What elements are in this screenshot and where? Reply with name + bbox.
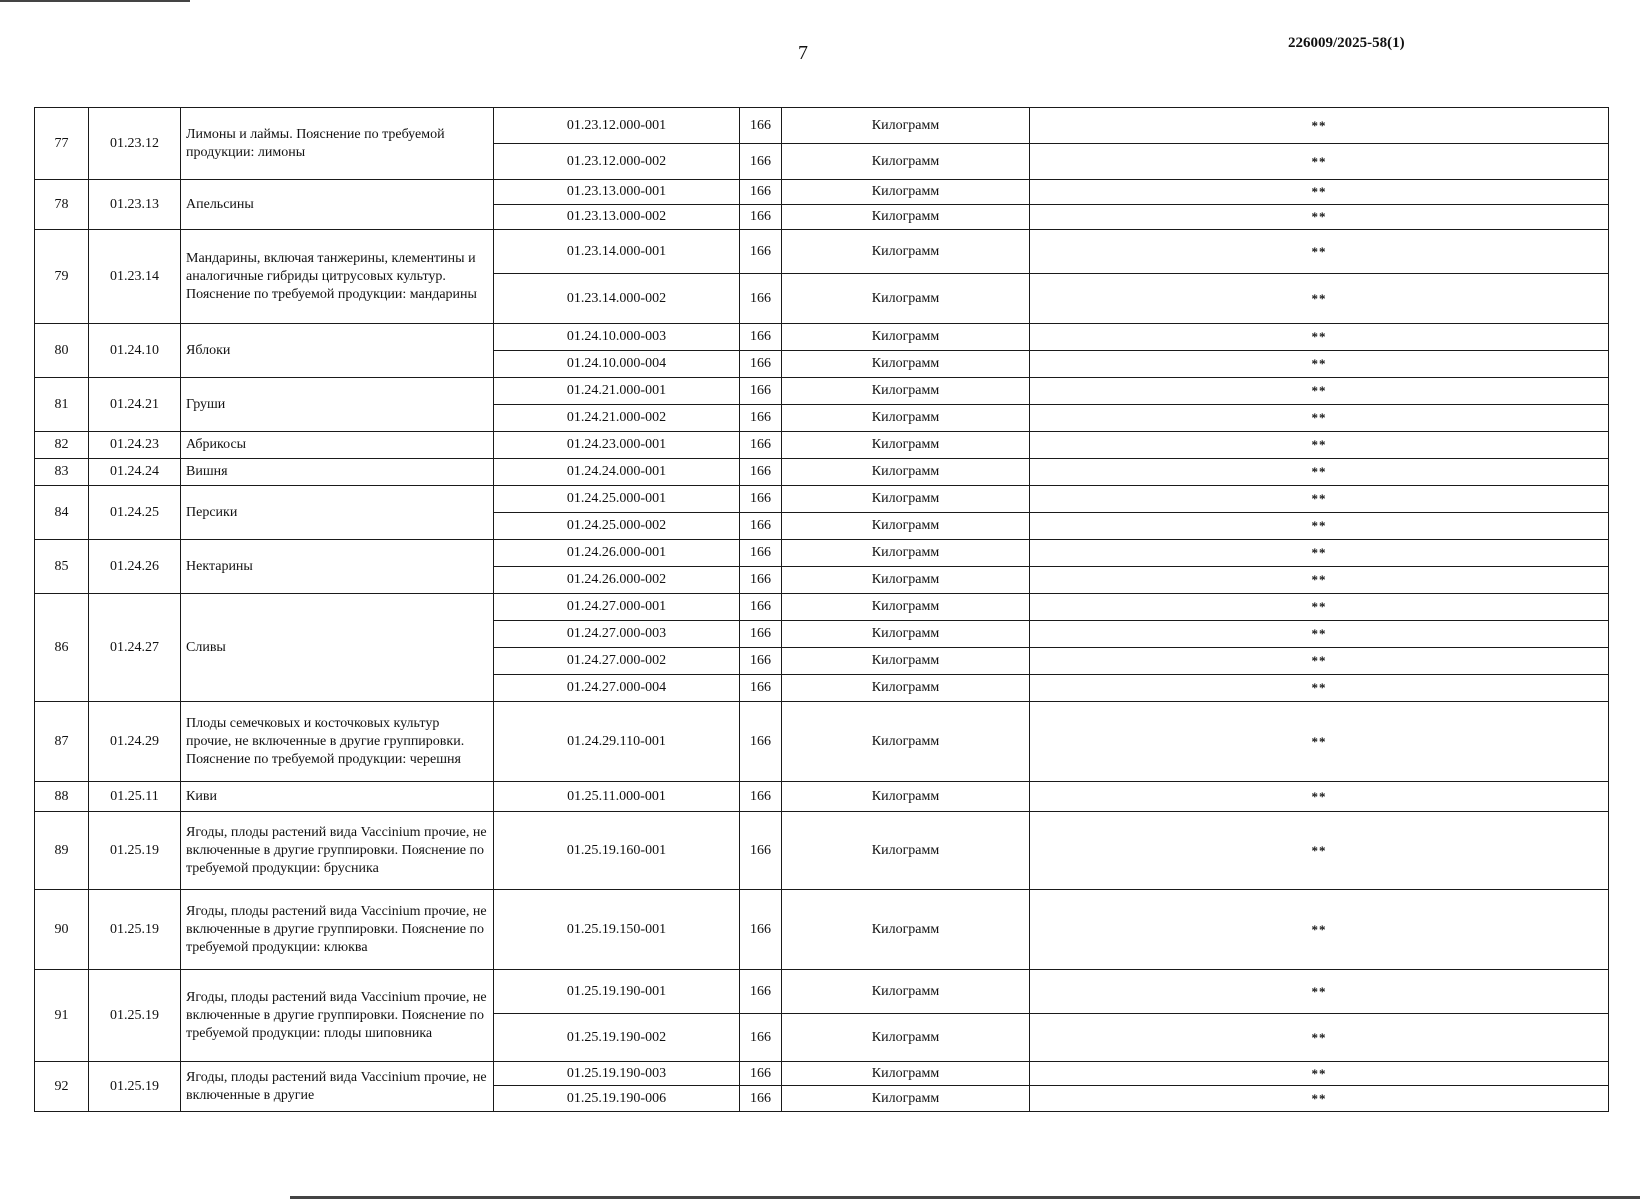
product-name: Лимоны и лаймы. Пояснение по требуемой продукции: лимоны: [181, 108, 494, 180]
ktru-code: 01.24.27.000-004: [494, 675, 740, 702]
ktru-code: 01.24.26.000-001: [494, 540, 740, 567]
ktru-code: 01.25.19.190-002: [494, 1014, 740, 1062]
unit-code: 166: [740, 324, 782, 351]
product-name: Груши: [181, 378, 494, 432]
unit-name: Килограмм: [782, 180, 1030, 205]
unit-name: Килограмм: [782, 459, 1030, 486]
value-mark: **: [1030, 378, 1609, 405]
table-row: [35, 1062, 1609, 1086]
unit-code: 166: [740, 144, 782, 180]
value-mark: **: [1030, 540, 1609, 567]
row-number: 81: [35, 378, 89, 432]
unit-name: Килограмм: [782, 567, 1030, 594]
unit-code: 166: [740, 648, 782, 675]
ktru-code: 01.24.10.000-004: [494, 351, 740, 378]
okpd-code: 01.25.19: [89, 812, 181, 890]
unit-code: 166: [740, 405, 782, 432]
product-name: Ягоды, плоды растений вида Vaccinium прочие, не включенные в другие группировки. Пояснение по требуемой продукции: брусника: [181, 812, 494, 890]
product-name: Киви: [181, 782, 494, 812]
row-number: 82: [35, 432, 89, 459]
unit-code: 166: [740, 1014, 782, 1062]
table-row: [35, 378, 1609, 405]
unit-name: Килограмм: [782, 675, 1030, 702]
table-row: [35, 782, 1609, 812]
ktru-code: 01.23.14.000-001: [494, 230, 740, 274]
unit-name: Килограмм: [782, 205, 1030, 230]
product-table-body: [35, 108, 1609, 1112]
unit-name: Килограмм: [782, 405, 1030, 432]
product-name: Апельсины: [181, 180, 494, 230]
unit-name: Килограмм: [782, 486, 1030, 513]
unit-code: 166: [740, 205, 782, 230]
unit-name: Килограмм: [782, 648, 1030, 675]
unit-code: 166: [740, 351, 782, 378]
value-mark: **: [1030, 594, 1609, 621]
value-mark: **: [1030, 1014, 1609, 1062]
product-name: Нектарины: [181, 540, 494, 594]
unit-code: 166: [740, 675, 782, 702]
value-mark: **: [1030, 621, 1609, 648]
unit-code: 166: [740, 108, 782, 144]
ktru-code: 01.24.23.000-001: [494, 432, 740, 459]
row-number: 92: [35, 1062, 89, 1112]
unit-name: Килограмм: [782, 812, 1030, 890]
product-name: Абрикосы: [181, 432, 494, 459]
unit-name: Килограмм: [782, 274, 1030, 324]
unit-name: Килограмм: [782, 540, 1030, 567]
unit-name: Килограмм: [782, 351, 1030, 378]
okpd-code: 01.24.29: [89, 702, 181, 782]
unit-name: Килограмм: [782, 513, 1030, 540]
unit-code: 166: [740, 486, 782, 513]
unit-code: 166: [740, 702, 782, 782]
product-name: Яблоки: [181, 324, 494, 378]
product-name: Ягоды, плоды растений вида Vaccinium прочие, не включенные в другие группировки. Пояснение по требуемой продукции: клюква: [181, 890, 494, 970]
unit-code: 166: [740, 432, 782, 459]
unit-code: 166: [740, 970, 782, 1014]
table-row: [35, 594, 1609, 621]
ktru-code: 01.25.19.150-001: [494, 890, 740, 970]
unit-code: 166: [740, 378, 782, 405]
row-number: 85: [35, 540, 89, 594]
unit-code: 166: [740, 621, 782, 648]
ktru-code: 01.25.11.000-001: [494, 782, 740, 812]
row-number: 87: [35, 702, 89, 782]
unit-code: 166: [740, 812, 782, 890]
unit-name: Килограмм: [782, 1014, 1030, 1062]
table-row: [35, 540, 1609, 567]
table-row: [35, 230, 1609, 274]
value-mark: **: [1030, 702, 1609, 782]
product-name: Ягоды, плоды растений вида Vaccinium прочие, не включенные в другие группировки. Пояснение по требуемой продукции: плоды шиповника: [181, 970, 494, 1062]
ktru-code: 01.25.19.190-003: [494, 1062, 740, 1086]
okpd-code: 01.24.23: [89, 432, 181, 459]
value-mark: **: [1030, 513, 1609, 540]
ktru-code: 01.23.14.000-002: [494, 274, 740, 324]
value-mark: **: [1030, 180, 1609, 205]
row-number: 80: [35, 324, 89, 378]
scan-edge-top: [0, 0, 190, 2]
ktru-code: 01.24.26.000-002: [494, 567, 740, 594]
okpd-code: 01.24.10: [89, 324, 181, 378]
row-number: 91: [35, 970, 89, 1062]
value-mark: **: [1030, 1086, 1609, 1112]
value-mark: **: [1030, 405, 1609, 432]
product-name: Вишня: [181, 459, 494, 486]
table-row: [35, 180, 1609, 205]
row-number: 86: [35, 594, 89, 702]
product-name: Ягоды, плоды растений вида Vaccinium прочие, не включенные в другие: [181, 1062, 494, 1112]
unit-name: Килограмм: [782, 594, 1030, 621]
unit-name: Килограмм: [782, 144, 1030, 180]
ktru-code: 01.24.29.110-001: [494, 702, 740, 782]
ktru-code: 01.23.13.000-001: [494, 180, 740, 205]
ktru-code: 01.24.27.000-003: [494, 621, 740, 648]
okpd-code: 01.25.19: [89, 890, 181, 970]
value-mark: **: [1030, 324, 1609, 351]
ktru-code: 01.24.21.000-002: [494, 405, 740, 432]
scan-edge-bottom: [290, 1196, 1640, 1199]
value-mark: **: [1030, 274, 1609, 324]
unit-name: Килограмм: [782, 782, 1030, 812]
value-mark: **: [1030, 108, 1609, 144]
unit-code: 166: [740, 513, 782, 540]
ktru-code: 01.25.19.190-001: [494, 970, 740, 1014]
table-row: [35, 432, 1609, 459]
unit-code: 166: [740, 567, 782, 594]
row-number: 83: [35, 459, 89, 486]
unit-name: Килограмм: [782, 1086, 1030, 1112]
unit-code: 166: [740, 1062, 782, 1086]
value-mark: **: [1030, 230, 1609, 274]
row-number: 77: [35, 108, 89, 180]
unit-code: 166: [740, 540, 782, 567]
unit-code: 166: [740, 594, 782, 621]
unit-name: Килограмм: [782, 621, 1030, 648]
unit-code: 166: [740, 890, 782, 970]
ktru-code: 01.23.12.000-001: [494, 108, 740, 144]
ktru-code: 01.24.21.000-001: [494, 378, 740, 405]
unit-name: Килограмм: [782, 702, 1030, 782]
table-row: [35, 812, 1609, 890]
table-row: [35, 486, 1609, 513]
unit-name: Килограмм: [782, 970, 1030, 1014]
value-mark: **: [1030, 567, 1609, 594]
okpd-code: 01.25.11: [89, 782, 181, 812]
unit-name: Килограмм: [782, 378, 1030, 405]
okpd-code: 01.25.19: [89, 1062, 181, 1112]
unit-name: Килограмм: [782, 432, 1030, 459]
unit-name: Килограмм: [782, 324, 1030, 351]
value-mark: **: [1030, 144, 1609, 180]
table-row: [35, 324, 1609, 351]
unit-code: 166: [740, 1086, 782, 1112]
unit-name: Килограмм: [782, 230, 1030, 274]
okpd-code: 01.24.27: [89, 594, 181, 702]
value-mark: **: [1030, 205, 1609, 230]
okpd-code: 01.25.19: [89, 970, 181, 1062]
table-row: [35, 459, 1609, 486]
product-name: Плоды семечковых и косточковых культур прочие, не включенные в другие группировки. Пояснение по требуемой продукции: черешня: [181, 702, 494, 782]
ktru-code: 01.25.19.160-001: [494, 812, 740, 890]
value-mark: **: [1030, 675, 1609, 702]
row-number: 88: [35, 782, 89, 812]
unit-code: 166: [740, 230, 782, 274]
table-row: [35, 890, 1609, 970]
okpd-code: 01.23.14: [89, 230, 181, 324]
okpd-code: 01.24.21: [89, 378, 181, 432]
unit-code: 166: [740, 180, 782, 205]
okpd-code: 01.23.12: [89, 108, 181, 180]
okpd-code: 01.24.25: [89, 486, 181, 540]
row-number: 78: [35, 180, 89, 230]
unit-code: 166: [740, 274, 782, 324]
ktru-code: 01.24.27.000-002: [494, 648, 740, 675]
table-row: [35, 702, 1609, 782]
value-mark: **: [1030, 1062, 1609, 1086]
table-row: [35, 108, 1609, 144]
value-mark: **: [1030, 432, 1609, 459]
row-number: 89: [35, 812, 89, 890]
ktru-code: 01.25.19.190-006: [494, 1086, 740, 1112]
row-number: 84: [35, 486, 89, 540]
row-number: 79: [35, 230, 89, 324]
page-number: 7: [798, 42, 808, 64]
value-mark: **: [1030, 970, 1609, 1014]
okpd-code: 01.24.24: [89, 459, 181, 486]
value-mark: **: [1030, 486, 1609, 513]
ktru-code: 01.24.25.000-001: [494, 486, 740, 513]
value-mark: **: [1030, 351, 1609, 378]
ktru-code: 01.24.24.000-001: [494, 459, 740, 486]
table-row: [35, 970, 1609, 1014]
row-number: 90: [35, 890, 89, 970]
unit-name: Килограмм: [782, 1062, 1030, 1086]
value-mark: **: [1030, 782, 1609, 812]
ktru-code: 01.24.10.000-003: [494, 324, 740, 351]
value-mark: **: [1030, 459, 1609, 486]
product-name: Персики: [181, 486, 494, 540]
product-table: [34, 107, 1609, 1112]
product-name: Сливы: [181, 594, 494, 702]
ktru-code: 01.23.12.000-002: [494, 144, 740, 180]
value-mark: **: [1030, 890, 1609, 970]
value-mark: **: [1030, 812, 1609, 890]
value-mark: **: [1030, 648, 1609, 675]
unit-code: 166: [740, 782, 782, 812]
ktru-code: 01.24.25.000-002: [494, 513, 740, 540]
unit-code: 166: [740, 459, 782, 486]
okpd-code: 01.24.26: [89, 540, 181, 594]
okpd-code: 01.23.13: [89, 180, 181, 230]
document-reference: 226009/2025-58(1): [1288, 35, 1405, 51]
product-name: Мандарины, включая танжерины, клементины и аналогичные гибриды цитрусовых культур. Пояснение по требуемой продукции: мандарины: [181, 230, 494, 324]
unit-name: Килограмм: [782, 890, 1030, 970]
unit-name: Килограмм: [782, 108, 1030, 144]
ktru-code: 01.24.27.000-001: [494, 594, 740, 621]
ktru-code: 01.23.13.000-002: [494, 205, 740, 230]
